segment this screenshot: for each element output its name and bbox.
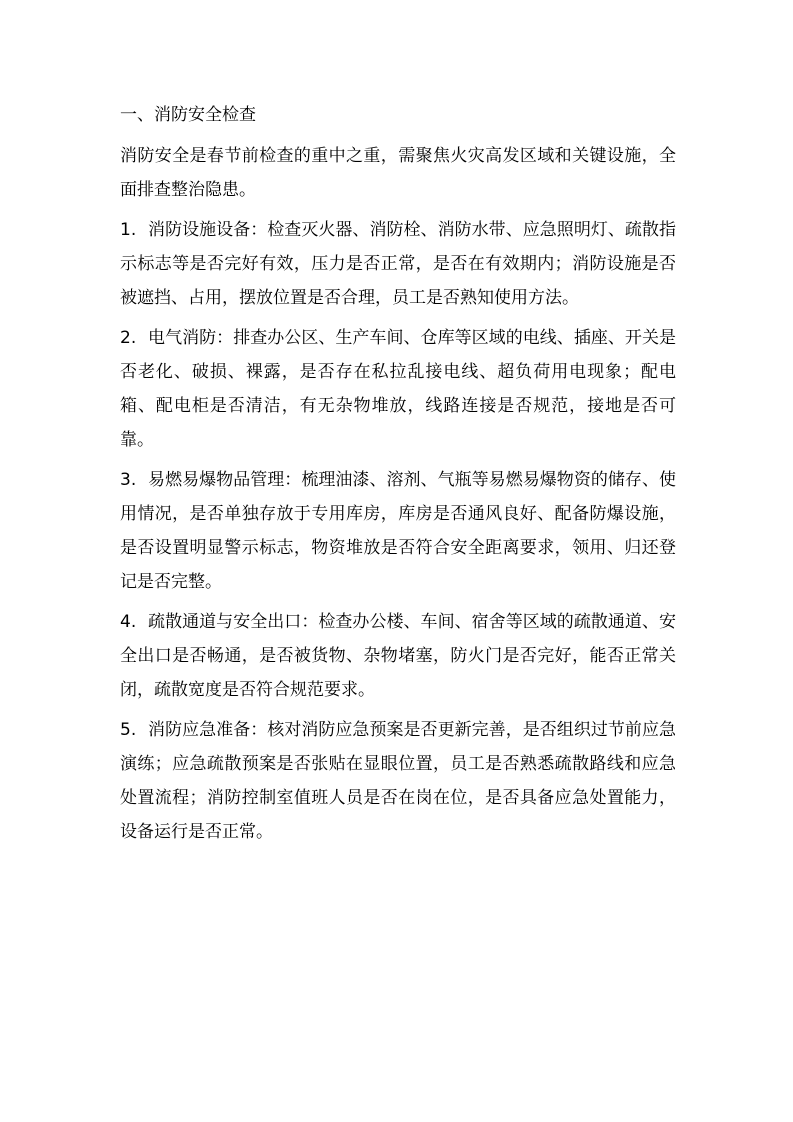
list-item-text: 易燃易爆物品管理：梳理油漆、溶剂、气瓶等易燃易爆物资的储存、使用情况，是否单独存放于专用库房，库房是否通风良好、配备防爆设施，是否设置明显警示标志，物资堆放是否符合安全距离要求，领用、归还登记是否完整。	[120, 470, 676, 592]
list-item-number: 1.	[120, 220, 137, 240]
list-item-number: 2.	[120, 328, 137, 348]
list-item-2	[120, 321, 676, 457]
list-item-number: 4.	[120, 612, 137, 632]
list-item-1	[120, 213, 676, 315]
list-item-5	[120, 713, 676, 849]
intro-paragraph: 消防安全是春节前检查的重中之重，需聚焦火灾高发区域和关键设施，全面排查整治隐患。	[120, 146, 676, 200]
list-item-text: 疏散通道与安全出口：检查办公楼、车间、宿舍等区域的疏散通道、安全出口是否畅通，是否被货物、杂物堵塞，防火门是否完好，能否正常关闭，疏散宽度是否符合规范要求。	[120, 612, 676, 700]
list-item-text: 消防应急准备：核对消防应急预案是否更新完善，是否组织过节前应急演练；应急疏散预案是否张贴在显眼位置，员工是否熟悉疏散路线和应急处置流程；消防控制室值班人员是否在岗在位，是否具备应急处置能力，设备运行是否正常。	[120, 720, 676, 842]
list-item-text: 消防设施设备：检查灭火器、消防栓、消防水带、应急照明灯、疏散指示标志等是否完好有效，压力是否正常，是否在有效期内；消防设施是否被遮挡、占用，摆放位置是否合理，员工是否熟知使用方法。	[120, 220, 676, 308]
section-heading: 一、消防安全检查	[120, 105, 256, 125]
list-item-text: 电气消防：排查办公区、生产车间、仓库等区域的电线、插座、开关是否老化、破损、裸露，是否存在私拉乱接电线、超负荷用电现象；配电箱、配电柜是否清洁，有无杂物堆放，线路连接是否规范，接地是否可靠。	[120, 328, 676, 450]
document-body	[120, 98, 676, 855]
list-item-number: 3.	[120, 470, 137, 490]
list-item-4	[120, 605, 676, 707]
list-item-number: 5.	[120, 720, 137, 740]
list-item-3	[120, 463, 676, 599]
